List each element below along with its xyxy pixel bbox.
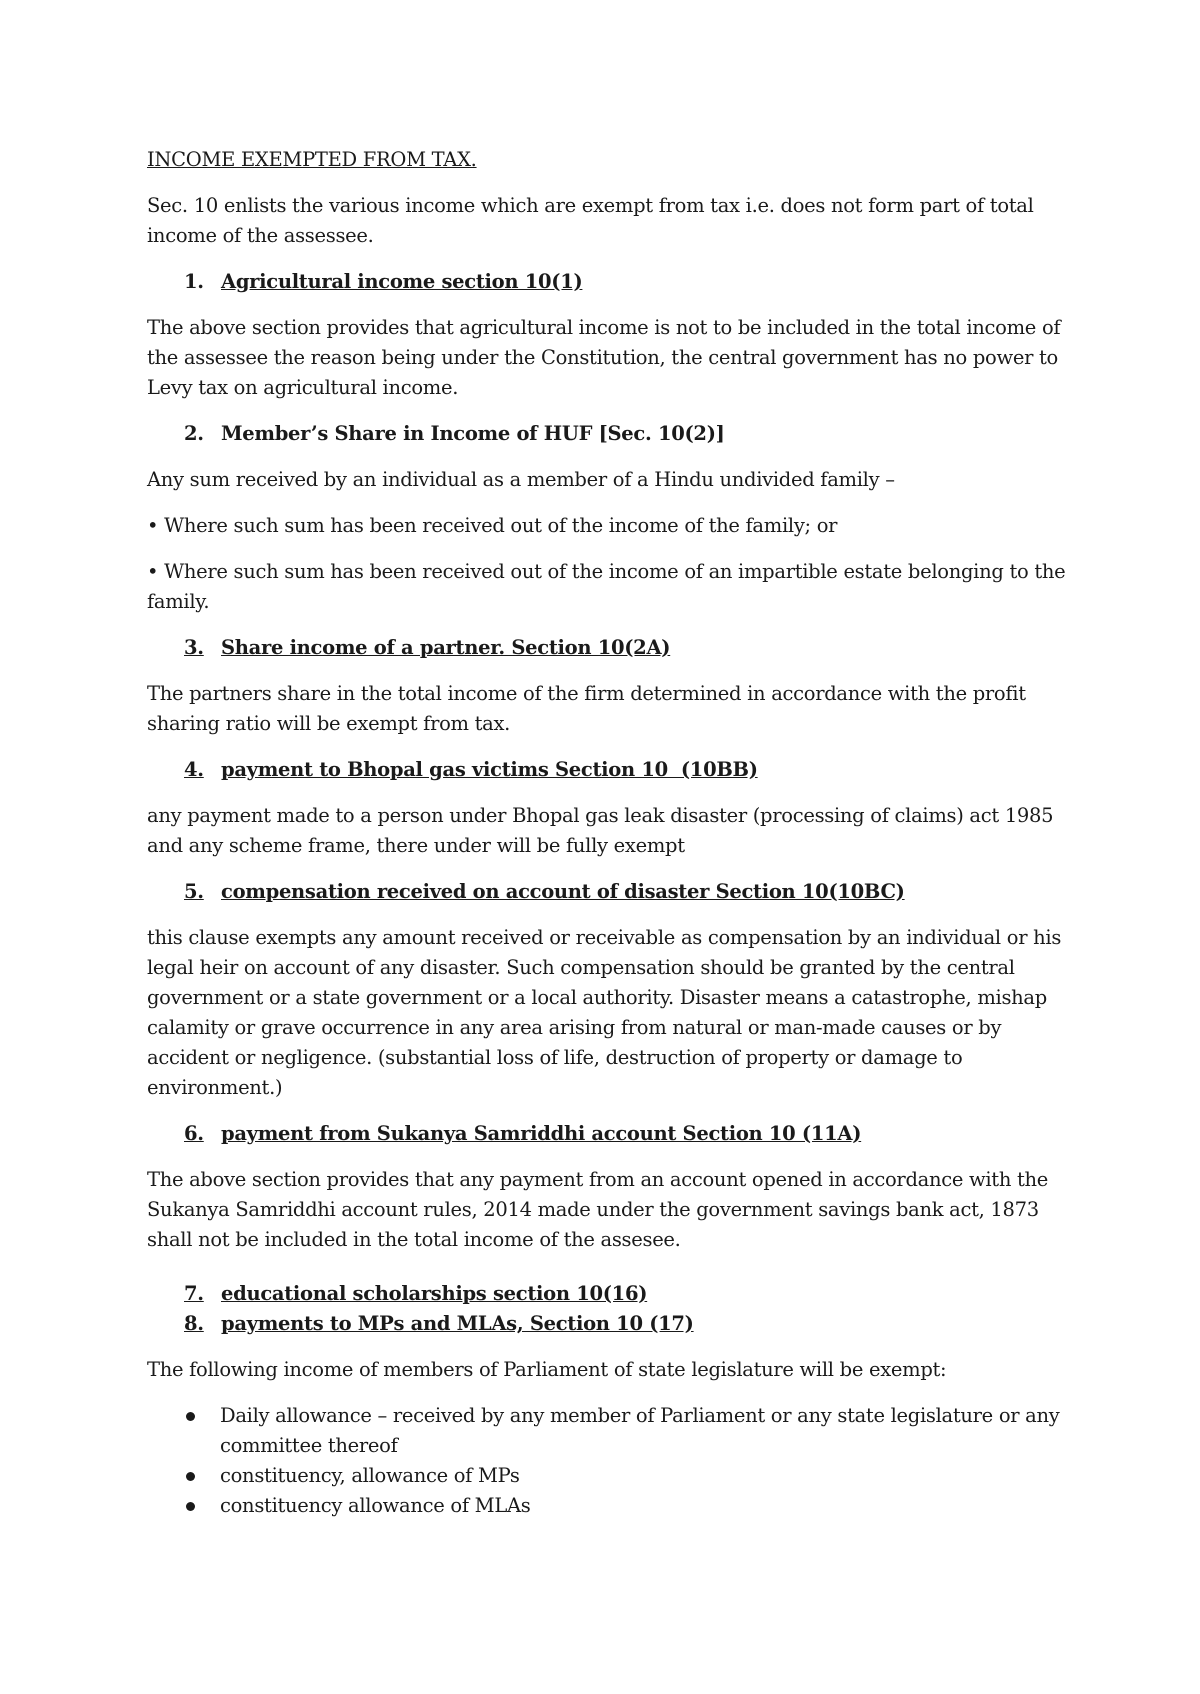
section-body-8: The following income of members of Parliament of state legislature will be exempt: [147, 1358, 947, 1381]
intro-paragraph: Sec. 10 enlists the various income which are exempt from tax i.e. does not form part of total income of the assessee. [147, 194, 1034, 247]
section-heading-6 [184, 1119, 1067, 1149]
section-body-2: Any sum received by an individual as a member of a Hindu undivided family – [147, 468, 895, 491]
section-body-5: this clause exempts any amount received or receivable as compensation by an individual or his legal heir on account of any disaster. Such compensation should be granted by the central government or a state government or a local authority. Disaster means a catastrophe, mishap calamity or grave occurrence in any area arising from natural or man-made causes or by accident or negligence. (substantial loss of life, destruction of property or damage to environment.) [147, 926, 1062, 1099]
bullet-item: • Where such sum has been received out of the income of an impartible estate belonging to the family. [147, 560, 1066, 613]
allowance-list [147, 1401, 1067, 1521]
section-title: payment to Bhopal gas victims Section 10 (10BB) [221, 758, 758, 781]
section-title: payments to MPs and MLAs, Section 10 (17) [221, 1312, 694, 1335]
section-body-4: any payment made to a person under Bhopal gas leak disaster (processing of claims) act 1985 and any scheme frame, there under will be fully exempt [147, 804, 1054, 857]
list-item-text: Daily allowance – received by any member of Parliament or any state legislature or any committee thereof [220, 1404, 1060, 1457]
section-title: Agricultural income section 10(1) [221, 270, 583, 293]
section-heading-4 [184, 755, 1067, 785]
section-heading-8 [184, 1309, 1067, 1339]
section-number: 1. [184, 270, 204, 293]
section-number: 6. [184, 1122, 204, 1145]
section-title: educational scholarships section 10(16) [221, 1282, 648, 1305]
bullet-dot-icon [186, 1412, 195, 1421]
section-title: Share income of a partner. Section 10(2A) [221, 636, 671, 659]
list-item [147, 1491, 1067, 1521]
section-heading-7 [184, 1279, 1067, 1309]
section-number: 2. [184, 422, 204, 445]
bullet-dot-icon [186, 1472, 195, 1481]
section-body-3: The partners share in the total income of the firm determined in accordance with the profit sharing ratio will be exempt from tax. [147, 682, 1026, 735]
section-heading-2 [184, 419, 1067, 449]
section-number: 4. [184, 758, 204, 781]
section-heading-5 [184, 877, 1067, 907]
section-number: 7. [184, 1282, 204, 1305]
section-body-6: The above section provides that any payment from an account opened in accordance with the Sukanya Samriddhi account rules, 2014 made under the government savings bank act, 1873 shall not be included in the total income of the assesee. [147, 1168, 1049, 1251]
document-page [147, 145, 1067, 1521]
section-heading-3 [184, 633, 1067, 663]
bullet-item: • Where such sum has been received out of the income of the family; or [147, 514, 838, 537]
document-title: INCOME EXEMPTED FROM TAX. [147, 148, 477, 171]
section-title: compensation received on account of disaster Section 10(10BC) [221, 880, 905, 903]
section-title: payment from Sukanya Samriddhi account Section 10 (11A) [221, 1122, 862, 1145]
section-title: Member’s Share in Income of HUF [Sec. 10(2)] [221, 422, 725, 445]
section-number: 3. [184, 636, 204, 659]
list-item-text: constituency allowance of MLAs [220, 1494, 531, 1517]
section-body-1: The above section provides that agricultural income is not to be included in the total income of the assessee the reason being under the Constitution, the central government has no power to Levy tax on agricultural income. [147, 316, 1061, 399]
section-number: 5. [184, 880, 204, 903]
list-item [147, 1401, 1067, 1461]
section-heading-1 [184, 267, 1067, 297]
list-item-text: constituency, allowance of MPs [220, 1464, 520, 1487]
section-number: 8. [184, 1312, 204, 1335]
list-item [147, 1461, 1067, 1491]
bullet-dot-icon [186, 1502, 195, 1511]
